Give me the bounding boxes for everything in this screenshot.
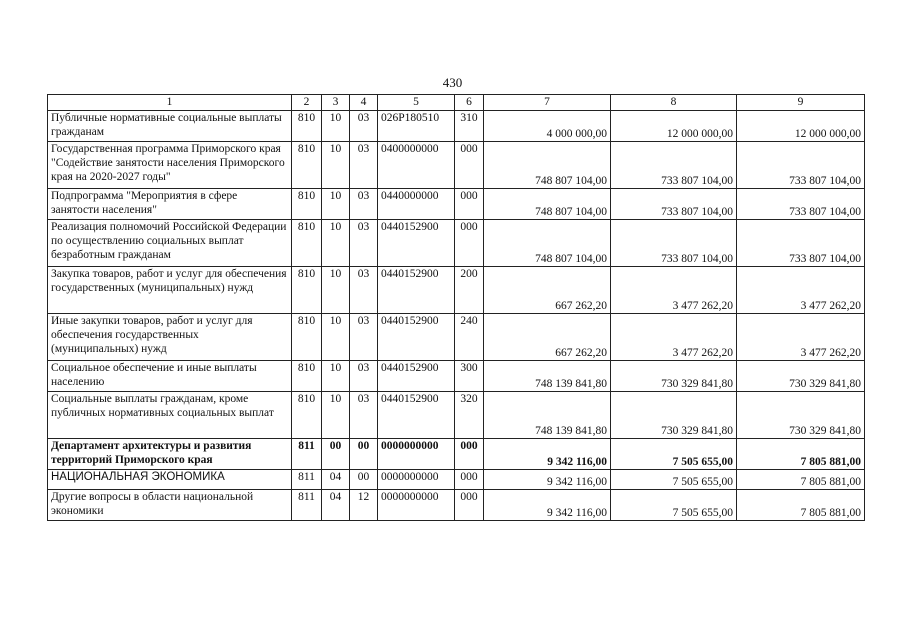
- table-row: [48, 189, 865, 220]
- code-col3: 10: [322, 111, 350, 142]
- code-col5: 0000000000: [378, 470, 455, 490]
- code-col3: 10: [322, 220, 350, 267]
- code-col4: 00: [350, 439, 378, 470]
- value-col9: 730 329 841,80: [737, 361, 865, 392]
- code-col5: 0440152900: [378, 392, 455, 439]
- code-col4: 03: [350, 142, 378, 189]
- code-col2: 811: [292, 439, 322, 470]
- table-row: [48, 142, 865, 189]
- row-name: Иные закупки товаров, работ и услуг для обеспечения государственных (муниципальных) нужд: [48, 314, 292, 361]
- code-col3: 10: [322, 361, 350, 392]
- value-col9: 7 805 881,00: [737, 439, 865, 470]
- table-row: [48, 392, 865, 439]
- value-col7: 667 262,20: [484, 314, 611, 361]
- column-header: 6: [455, 95, 484, 111]
- value-col9: 733 807 104,00: [737, 142, 865, 189]
- code-col6: 240: [455, 314, 484, 361]
- code-col2: 810: [292, 189, 322, 220]
- code-col5: 0440152900: [378, 314, 455, 361]
- budget-table: [47, 94, 865, 521]
- value-col7: 748 139 841,80: [484, 361, 611, 392]
- value-col9: 12 000 000,00: [737, 111, 865, 142]
- code-col2: 810: [292, 220, 322, 267]
- code-col5: 026P180510: [378, 111, 455, 142]
- code-col5: 0400000000: [378, 142, 455, 189]
- code-col3: 04: [322, 490, 350, 521]
- code-col5: 0440152900: [378, 267, 455, 314]
- value-col7: 748 807 104,00: [484, 142, 611, 189]
- column-header: 2: [292, 95, 322, 111]
- value-col8: 7 505 655,00: [611, 439, 737, 470]
- code-col6: 310: [455, 111, 484, 142]
- code-col3: 10: [322, 314, 350, 361]
- row-name: Департамент архитектуры и развития территорий Приморского края: [48, 439, 292, 470]
- value-col7: 9 342 116,00: [484, 470, 611, 490]
- value-col8: 7 505 655,00: [611, 470, 737, 490]
- value-col8: 733 807 104,00: [611, 189, 737, 220]
- value-col9: 7 805 881,00: [737, 490, 865, 521]
- value-col7: 4 000 000,00: [484, 111, 611, 142]
- code-col2: 810: [292, 361, 322, 392]
- column-header: 8: [611, 95, 737, 111]
- value-col8: 3 477 262,20: [611, 267, 737, 314]
- code-col4: 03: [350, 111, 378, 142]
- code-col4: 03: [350, 267, 378, 314]
- column-header: 1: [48, 95, 292, 111]
- code-col2: 811: [292, 470, 322, 490]
- value-col8: 730 329 841,80: [611, 392, 737, 439]
- table-row: [48, 267, 865, 314]
- code-col6: 000: [455, 439, 484, 470]
- row-name: НАЦИОНАЛЬНАЯ ЭКОНОМИКА: [48, 470, 292, 490]
- code-col6: 320: [455, 392, 484, 439]
- code-col3: 10: [322, 267, 350, 314]
- table-row: [48, 470, 865, 490]
- value-col8: 12 000 000,00: [611, 111, 737, 142]
- row-name: Закупка товаров, работ и услуг для обеспечения государственных (муниципальных) нужд: [48, 267, 292, 314]
- table-row: [48, 439, 865, 470]
- code-col3: 04: [322, 470, 350, 490]
- header-row: [48, 95, 865, 111]
- code-col6: 000: [455, 142, 484, 189]
- code-col5: 0000000000: [378, 490, 455, 521]
- code-col6: 000: [455, 470, 484, 490]
- code-col4: 03: [350, 392, 378, 439]
- value-col8: 733 807 104,00: [611, 220, 737, 267]
- value-col9: 3 477 262,20: [737, 314, 865, 361]
- row-name: Публичные нормативные социальные выплаты гражданам: [48, 111, 292, 142]
- code-col3: 10: [322, 392, 350, 439]
- code-col2: 810: [292, 142, 322, 189]
- code-col6: 000: [455, 189, 484, 220]
- column-header: 5: [378, 95, 455, 111]
- column-header: 7: [484, 95, 611, 111]
- code-col4: 03: [350, 314, 378, 361]
- value-col7: 667 262,20: [484, 267, 611, 314]
- value-col7: 748 807 104,00: [484, 189, 611, 220]
- code-col3: 00: [322, 439, 350, 470]
- row-name: Подпрограмма "Мероприятия в сфере занятости населения": [48, 189, 292, 220]
- code-col4: 12: [350, 490, 378, 521]
- code-col2: 810: [292, 111, 322, 142]
- code-col6: 300: [455, 361, 484, 392]
- code-col6: 200: [455, 267, 484, 314]
- code-col3: 10: [322, 142, 350, 189]
- code-col6: 000: [455, 220, 484, 267]
- code-col6: 000: [455, 490, 484, 521]
- row-name: Государственная программа Приморского края "Содействие занятости населения Приморского края на 2020-2027 годы": [48, 142, 292, 189]
- value-col7: 9 342 116,00: [484, 439, 611, 470]
- value-col9: 730 329 841,80: [737, 392, 865, 439]
- code-col2: 810: [292, 267, 322, 314]
- table-row: [48, 361, 865, 392]
- row-name: Социальное обеспечение и иные выплаты населению: [48, 361, 292, 392]
- value-col8: 730 329 841,80: [611, 361, 737, 392]
- value-col7: 748 807 104,00: [484, 220, 611, 267]
- code-col2: 810: [292, 314, 322, 361]
- value-col8: 3 477 262,20: [611, 314, 737, 361]
- code-col4: 03: [350, 220, 378, 267]
- value-col9: 3 477 262,20: [737, 267, 865, 314]
- code-col4: 03: [350, 361, 378, 392]
- column-header: 4: [350, 95, 378, 111]
- value-col9: 733 807 104,00: [737, 189, 865, 220]
- table-row: [48, 111, 865, 142]
- row-name: Другие вопросы в области национальной экономики: [48, 490, 292, 521]
- column-header: 9: [737, 95, 865, 111]
- table-row: [48, 490, 865, 521]
- code-col4: 00: [350, 470, 378, 490]
- code-col5: 0000000000: [378, 439, 455, 470]
- table-row: [48, 314, 865, 361]
- code-col5: 0440152900: [378, 361, 455, 392]
- code-col2: 811: [292, 490, 322, 521]
- row-name: Социальные выплаты гражданам, кроме публичных нормативных социальных выплат: [48, 392, 292, 439]
- code-col5: 0440152900: [378, 220, 455, 267]
- value-col7: 748 139 841,80: [484, 392, 611, 439]
- row-name: Реализация полномочий Российской Федерации по осуществлению социальных выплат безработным гражданам: [48, 220, 292, 267]
- value-col9: 733 807 104,00: [737, 220, 865, 267]
- code-col2: 810: [292, 392, 322, 439]
- column-header: 3: [322, 95, 350, 111]
- code-col5: 0440000000: [378, 189, 455, 220]
- value-col7: 9 342 116,00: [484, 490, 611, 521]
- value-col8: 733 807 104,00: [611, 142, 737, 189]
- code-col4: 03: [350, 189, 378, 220]
- table-row: [48, 220, 865, 267]
- code-col3: 10: [322, 189, 350, 220]
- value-col9: 7 805 881,00: [737, 470, 865, 490]
- value-col8: 7 505 655,00: [611, 490, 737, 521]
- page-number: 430: [442, 75, 463, 90]
